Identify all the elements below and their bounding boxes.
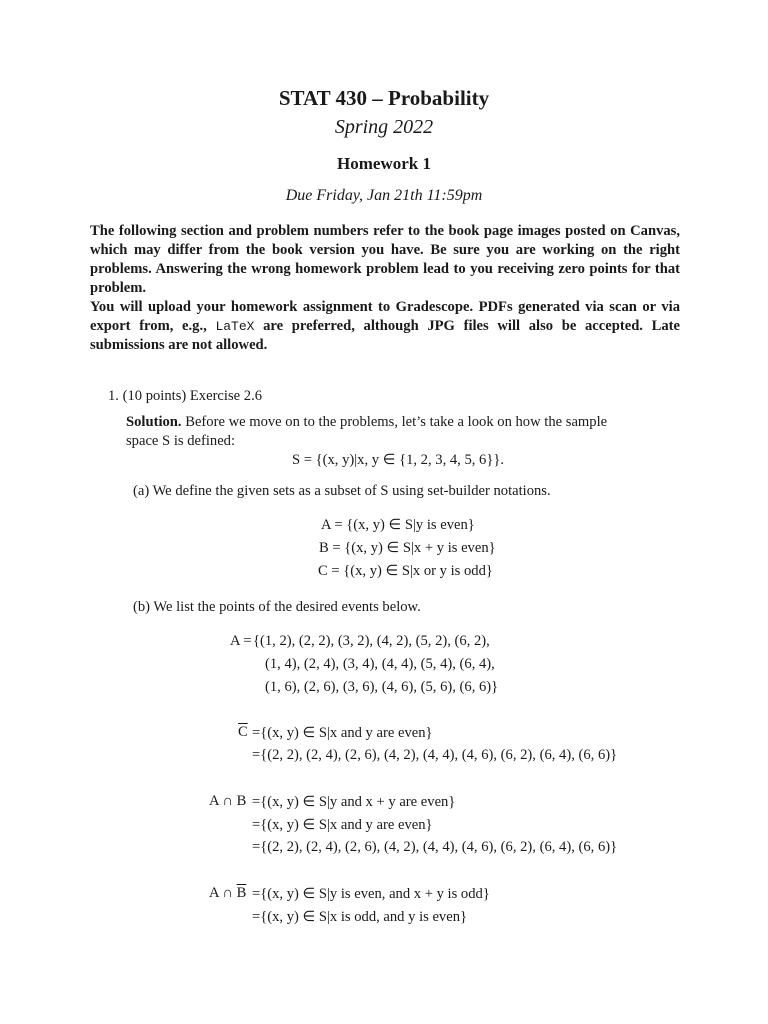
course-title: STAT 430 – Probability [278,86,490,110]
problem-1-heading: 1. (10 points) Exercise 2.6 [108,388,263,404]
sample-space-equation: S = {(x, y)|x, y ∈ {1, 2, 3, 4, 5, 6}}. [292,452,505,468]
due-date: Due Friday, Jan 21th 11:59pm [285,187,483,204]
instructions-paragraph-2 [90,298,680,355]
event-a-and-b-lhs: A ∩ B [209,793,247,809]
instructions-paragraph-1: The following section and problem numbers refer to the book page images posted on Canvas, which may differ from the book version you have. Be sure you are working on the right problems. Answering the wrong homework problem lead to you receiving zero points for that problem. [90,223,680,296]
event-a-and-b-complement-line-1: ={(x, y) ∈ S|y is even, and x + y is odd} [252,886,490,902]
event-a-and-b-complement-lhs [209,885,246,902]
instructions-text-end: are preferred, although JPG files will also be accepted. Late submissions are not allowed. [90,318,680,353]
event-a-and-b-line-3: ={(2, 2), (2, 4), (2, 6), (4, 2), (4, 4), (4, 6), (6, 2), (6, 4), (6, 6)} [252,839,618,855]
event-c-complement-line-2: ={(2, 2), (2, 4), (2, 6), (4, 2), (4, 4), (4, 6), (6, 2), (6, 4), (6, 6)} [252,747,618,763]
event-c-complement-line-1: ={(x, y) ∈ S|x and y are even} [252,725,433,741]
b-complement: $\overline{B}$ [236,885,247,901]
event-a-and-b-line-2: ={(x, y) ∈ S|x and y are even} [252,817,433,833]
event-c-complement-lhs: $\overline{C}$ [238,724,248,740]
instructions-block [90,222,680,355]
set-c-definition: C = {(x, y) ∈ S|x or y is odd} [318,563,493,579]
event-a-and-b-line-1: ={(x, y) ∈ S|y and x + y are even} [252,794,456,810]
part-b-text: (b) We list the points of the desired events below. [133,599,421,615]
semester-label: Spring 2022 [334,116,434,138]
homework-title: Homework 1 [337,154,431,173]
event-a-line-1: {(1, 2), (2, 2), (3, 2), (4, 2), (5, 2), (6, 2), [253,633,490,649]
solution-line-1 [126,414,607,431]
part-a-text: (a) We define the given sets as a subset of S using set-builder notations. [133,483,551,499]
set-b-definition: B = {(x, y) ∈ S|x + y is even} [319,540,496,556]
instructions-text: You will upload your homework assignment to Gradescope. PDFs generated via scan or via export from, e.g., [90,299,680,334]
event-a-lhs: A = [230,633,252,649]
lhs-a-intersect: A ∩ [209,885,237,901]
solution-line-2: space S is defined: [126,433,236,449]
solution-label: Solution. [126,414,182,430]
solution-text: Before we move on to the problems, let’s take a look on how the sample [181,414,608,430]
latex-word: LaTeX [215,319,255,334]
set-a-definition: A = {(x, y) ∈ S|y is even} [321,517,475,533]
event-a-and-b-complement-line-2: ={(x, y) ∈ S|x is odd, and y is even} [252,909,468,925]
event-a-line-2: (1, 4), (2, 4), (3, 4), (4, 4), (5, 4), (6, 4), [265,656,495,672]
event-a-line-3: (1, 6), (2, 6), (3, 6), (4, 6), (5, 6), (6, 6)} [265,679,499,695]
